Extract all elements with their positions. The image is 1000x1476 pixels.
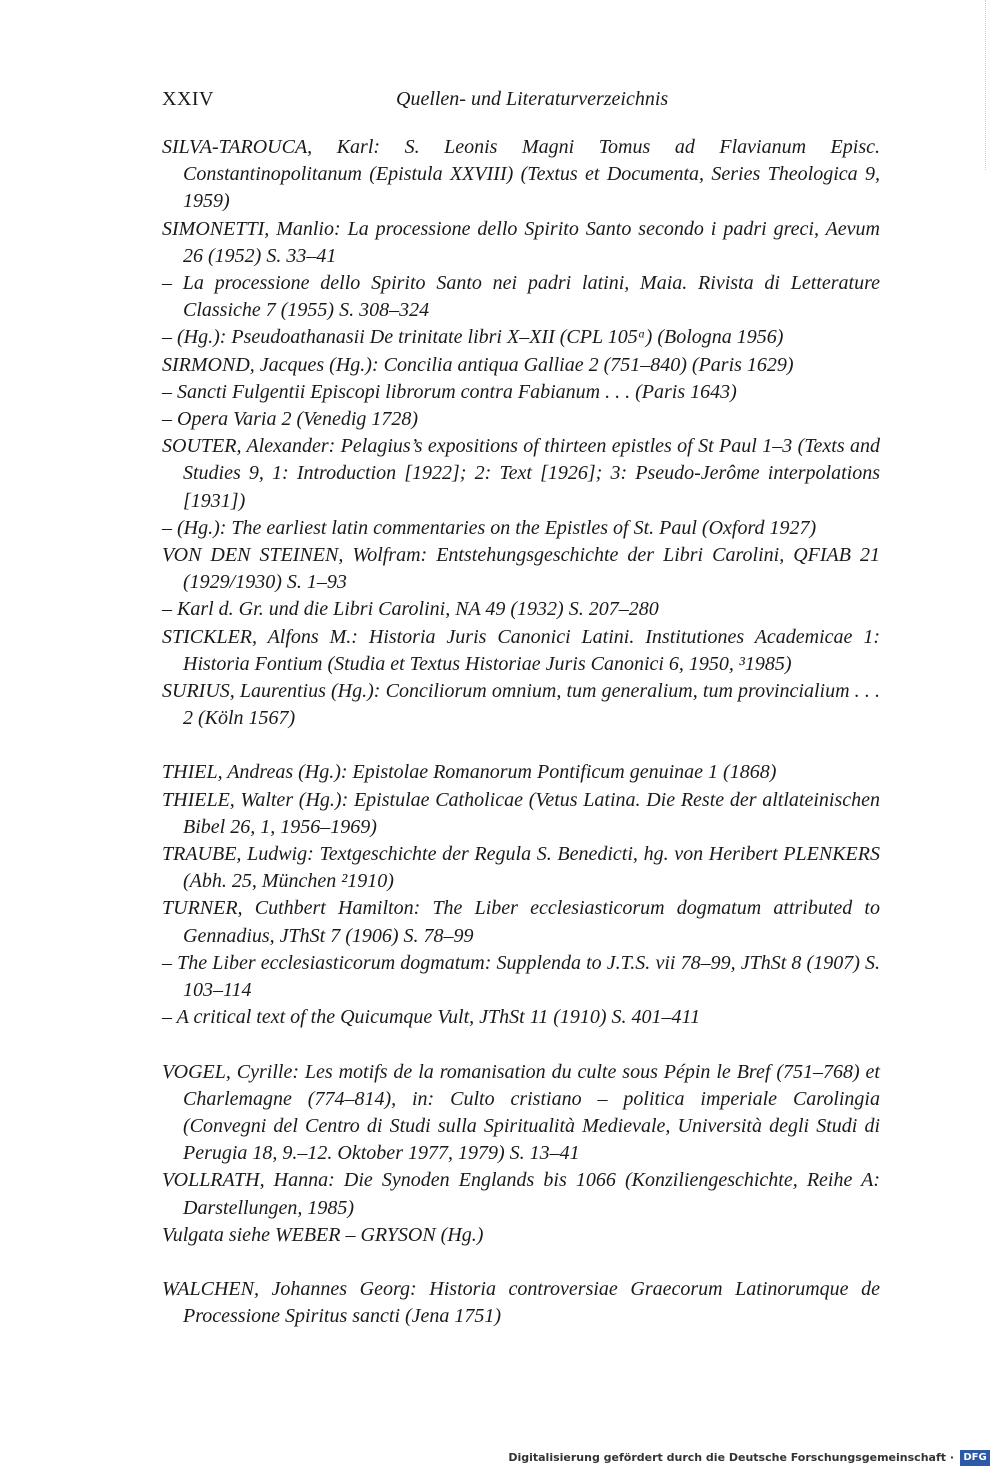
bibliography-entry: – A critical text of the Quicumque Vult, JThSt 11 (1910) S. 401–411 bbox=[162, 1006, 701, 1029]
bibliography-entry: – Karl d. Gr. und die Libri Carolini, NA 49 (1932) S. 207–280 bbox=[162, 598, 659, 621]
bibliography-entry: – Opera Varia 2 (Venedig 1728) bbox=[162, 408, 419, 431]
bibliography-entry: Vulgata siehe WEBER – GRYSON (Hg.) bbox=[162, 1223, 484, 1246]
bibliography-entry: SIMONETTI, Manlio: La processione dello Spirito Santo secondo i padri greci, Aevum 26 (1952) S. 33–41 bbox=[162, 217, 880, 267]
page-number: XXIV bbox=[162, 88, 214, 110]
bibliography-entry: VOGEL, Cyrille: Les motifs de la romanisation du culte sous Pépin le Bref (751–768) et Charlemagne (774–814), in: Culto cristiano – politica imperiale Carolingia (Convegni del Centro di Studi sulla Spiritualità Medievale, Università degli Studi di Perugia 18, 9.–12. Oktober 1977, 1979) S. 13–41 bbox=[162, 1060, 880, 1165]
bibliography-entry: – (Hg.): The earliest latin commentaries on the Epistles of St. Paul (Oxford 1927) bbox=[162, 516, 817, 539]
bibliography-list bbox=[162, 134, 880, 1330]
bibliography-entry: SILVA-TAROUCA, Karl: S. Leonis Magni Tomus ad Flavianum Episc. Constantinopolitanum (Epistula XXVIII) (Textus et Documenta, Series Theologica 9, 1959) bbox=[162, 136, 880, 213]
bibliography-entry: SIRMOND, Jacques (Hg.): Concilia antiqua Galliae 2 (751–840) (Paris 1629) bbox=[162, 353, 794, 376]
bibliography-entry: TURNER, Cuthbert Hamilton: The Liber ecclesiasticorum dogmatum attributed to Gennadius, JThSt 7 (1906) S. 78–99 bbox=[162, 897, 880, 947]
bibliography-entry: THIEL, Andreas (Hg.): Epistolae Romanorum Pontificum genuinae 1 (1868) bbox=[162, 761, 777, 784]
bibliography-entry: – (Hg.): Pseudoathanasii De trinitate libri X–XII (CPL 105ᵅ) (Bologna 1956) bbox=[162, 326, 784, 349]
bibliography-entry: STICKLER, Alfons M.: Historia Juris Canonici Latini. Institutiones Academicae 1: Historia Fontium (Studia et Textus Historiae Juris Canonici 6, 1950, ³1985) bbox=[162, 625, 880, 675]
bibliography-entry: TRAUBE, Ludwig: Textgeschichte der Regula S. Benedicti, hg. von Heribert PLENKERS (Abh. 25, München ²1910) bbox=[162, 843, 880, 893]
running-title: Quellen- und Literaturverzeichnis bbox=[396, 88, 669, 110]
bibliography-entry: THIELE, Walter (Hg.): Epistulae Catholicae (Vetus Latina. Die Reste der altlateinischen Bibel 26, 1, 1956–1969) bbox=[162, 788, 880, 838]
digitization-credit: Digitalisierung gefördert durch die Deutsche Forschungsgemeinschaft · bbox=[508, 1451, 954, 1464]
bibliography-entry: – La processione dello Spirito Santo nei padri latini, Maia. Rivista di Letterature Classiche 7 (1955) S. 308–324 bbox=[162, 272, 880, 322]
bibliography-entry: VON DEN STEINEN, Wolfram: Entstehungsgeschichte der Libri Carolini, QFIAB 21 (1929/1930) S. 1–93 bbox=[162, 544, 880, 594]
bibliography-entry: VOLLRATH, Hanna: Die Synoden Englands bis 1066 (Konziliengeschichte, Reihe A: Darstellungen, 1985) bbox=[162, 1169, 880, 1219]
bibliography-entry: SURIUS, Laurentius (Hg.): Conciliorum omnium, tum generalium, tum provincialium . . . 2 (Köln 1567) bbox=[162, 680, 880, 730]
scan-edge-marks bbox=[985, 0, 1000, 170]
bibliography-entry: SOUTER, Alexander: Pelagius’s expositions of thirteen epistles of St Paul 1–3 (Texts and Studies 9, 1: Introduction [1922]; 2: Text [1926]; 3: Pseudo-Jerôme interpolations [1931]) bbox=[162, 435, 880, 512]
bibliography-entry: – The Liber ecclesiasticorum dogmatum: Supplenda to J.T.S. vii 78–99, JThSt 8 (1907) S. 103–114 bbox=[162, 951, 880, 1002]
page-header bbox=[162, 88, 880, 118]
dfg-logo: DFG bbox=[960, 1450, 990, 1466]
bibliography-entry: WALCHEN, Johannes Georg: Historia controversiae Graecorum Latinorumque de Processione Spiritus sancti (Jena 1751) bbox=[162, 1277, 880, 1328]
bibliography-entry: – Sancti Fulgentii Episcopi librorum contra Fabianum . . . (Paris 1643) bbox=[162, 380, 737, 403]
